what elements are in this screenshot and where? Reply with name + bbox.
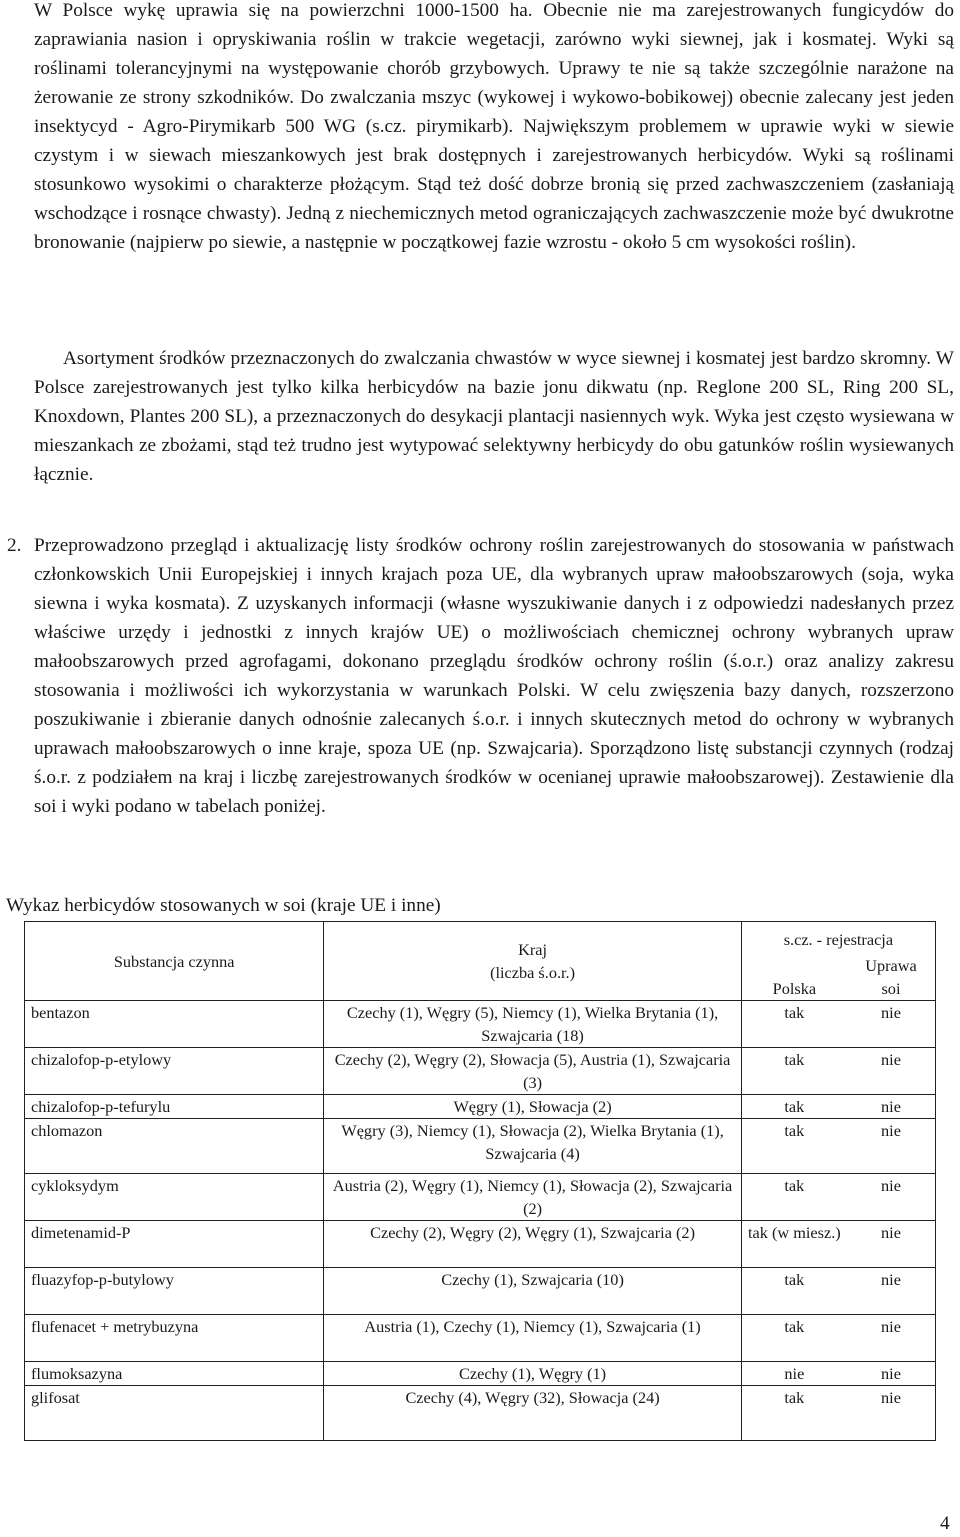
cell-countries: Czechy (1), Węgry (1): [324, 1362, 741, 1386]
cell-crop: nie: [847, 1119, 936, 1174]
paragraph-herbicide-assortment: [34, 344, 954, 489]
cell-crop: nie: [847, 1315, 936, 1362]
cell-countries: Węgry (1), Słowacja (2): [324, 1095, 741, 1119]
cell-countries: Węgry (3), Niemcy (1), Słowacja (2), Wielka Brytania (1), Szwajcaria (4): [324, 1119, 741, 1174]
cell-countries: Czechy (4), Węgry (32), Słowacja (24): [324, 1386, 741, 1441]
cell-poland: tak: [741, 1268, 847, 1315]
cell-poland: nie: [741, 1362, 847, 1386]
cell-crop: nie: [847, 1095, 936, 1119]
cell-countries: Czechy (1), Węgry (5), Niemcy (1), Wielka Brytania (1), Szwajcaria (18): [324, 1001, 741, 1048]
cell-poland: tak (w miesz.): [741, 1221, 847, 1268]
header-substance: Substancja czynna: [25, 922, 324, 1001]
header-crop: [847, 954, 936, 1001]
cell-poland: tak: [741, 1174, 847, 1221]
section-number: 2.: [7, 535, 22, 556]
cell-substance: bentazon: [25, 1001, 324, 1048]
paragraph-wyka-cultivation: [34, 0, 954, 257]
herbicide-table: [24, 921, 936, 1441]
paragraph-text: W Polsce wykę uprawia się na powierzchni 1000-1500 ha. Obecnie nie ma zarejestrowanych fungicydów do zaprawiania nasion i opryskiwania roślin w trakcie wegetacji, zarówno wyki siewnej, jak i kosmatej. Wyki są roślinami tolerancyjnymi na występowanie chorób grzybowych. Uprawy te nie są także szczególnie narażone na żerowanie ze strony szkodników. Do zwalczania mszyc (wykowej i wykowo-bobikowej) obecnie zalecany jest jeden insektycyd - Agro-Pirymikarb 500 WG (s.cz. pirymikarb). Największym problemem w uprawie wyki w siewie czystym i w siewach mieszankowych jest brak dostępnych i zarejestrowanych herbicydów. Wyki są roślinami stosunkowo wysokimi o charakterze płożącym. Stąd też dość dobrze bronią się przed zachwaszczeniem (zasłaniają wschodzące i rosnące chwasty). Jedną z niechemicznych metod ograniczających zachwaszczenie może być dwukrotne bronowanie (najpierw po siewie, a następnie w początkowej fazie wzrostu - około 5 cm wysokości roślin).: [34, 0, 954, 253]
cell-substance: chizalofop-p-tefurylu: [25, 1095, 324, 1119]
cell-substance: fluazyfop-p-butylowy: [25, 1268, 324, 1315]
cell-poland: tak: [741, 1048, 847, 1095]
page-number: 4: [940, 1513, 950, 1534]
cell-crop: nie: [847, 1001, 936, 1048]
table-row: [25, 1048, 936, 1095]
paragraph-text: Asortyment środków przeznaczonych do zwalczania chwastów w wyce siewnej i kosmatej jest bardzo skromny. W Polsce zarejestrowanych jest tylko kilka herbicydów na bazie jonu dikwatu (np. Reglone 200 SL, Ring 200 SL, Knoxdown, Plantes 200 SL), a przeznaczonych do desykacji plantacji nasiennych wyk. Wyka jest często wysiewana w mieszankach ze zbożami, stąd też trudno jest wytypować selektywny herbicydy do obu gatunków roślin wysiewanych łącznie.: [34, 348, 954, 485]
cell-substance: flumoksazyna: [25, 1362, 324, 1386]
cell-poland: tak: [741, 1315, 847, 1362]
cell-crop: nie: [847, 1268, 936, 1315]
cell-poland: tak: [741, 1095, 847, 1119]
table-row: [25, 1362, 936, 1386]
table-row: [25, 1119, 936, 1174]
cell-substance: glifosat: [25, 1386, 324, 1441]
cell-crop: nie: [847, 1362, 936, 1386]
header-country-line2: (liczba ś.o.r.): [490, 963, 576, 982]
table-title: Wykaz herbicydów stosowanych w soi (kraje UE i inne): [6, 895, 441, 916]
cell-poland: tak: [741, 1386, 847, 1441]
header-poland: Polska: [741, 954, 847, 1001]
cell-substance: dimetenamid-P: [25, 1221, 324, 1268]
cell-crop: nie: [847, 1386, 936, 1441]
cell-poland: tak: [741, 1119, 847, 1174]
header-registration: s.cz. - rejestracja: [741, 922, 935, 955]
paragraph-section-2: [34, 531, 954, 821]
cell-crop: nie: [847, 1174, 936, 1221]
cell-poland: tak: [741, 1001, 847, 1048]
header-crop-line1: Uprawa: [865, 956, 917, 975]
header-crop-line2: soi: [881, 979, 901, 998]
cell-countries: Austria (2), Węgry (1), Niemcy (1), Słowacja (2), Szwajcaria (2): [324, 1174, 741, 1221]
table-row: [25, 1095, 936, 1119]
cell-crop: nie: [847, 1048, 936, 1095]
cell-countries: Czechy (1), Szwajcaria (10): [324, 1268, 741, 1315]
paragraph-text: Przeprowadzono przegląd i aktualizację listy środków ochrony roślin zarejestrowanych do stosowania w państwach członkowskich Unii Europejskiej i innych krajach poza UE, dla wybranych upraw małoobszarowych (soja, wyka siewna i wyka kosmata). Z uzyskanych informacji (własne wyszukiwanie danych i z odpowiedzi nadesłanych przez właściwe urzędy i jednostki z innych krajów UE) o możliwościach chemicznej ochrony wybranych upraw małoobszarowych przed agrofagami, dokonano przeglądu środków ochrony roślin (ś.o.r.) oraz analizy zakresu stosowania i możliwości ich wykorzystania w warunkach Polski. W celu zwięszenia bazy danych, rozszerzono poszukiwanie i zbieranie danych odnośnie zalecanych ś.o.r. i innych skutecznych metod do ochrony w wybranych uprawach małoobszarowych o inne kraje, spoza UE (np. Szwajcaria). Sporządzono listę substancji czynnych (rodzaj ś.o.r. z podziałem na kraj i liczbę zarejestrowanych środków w ocenianej uprawie małoobszarowej). Zestawienie dla soi i wyki podano w tabelach poniżej.: [34, 535, 954, 817]
cell-crop: nie: [847, 1221, 936, 1268]
cell-substance: chizalofop-p-etylowy: [25, 1048, 324, 1095]
table-row: [25, 1174, 936, 1221]
cell-substance: chlomazon: [25, 1119, 324, 1174]
cell-countries: Austria (1), Czechy (1), Niemcy (1), Szwajcaria (1): [324, 1315, 741, 1362]
table-row: [25, 1386, 936, 1441]
table-header-row: [25, 922, 936, 955]
table-row: [25, 1315, 936, 1362]
header-country: [324, 922, 741, 1001]
cell-countries: Czechy (2), Węgry (2), Słowacja (5), Austria (1), Szwajcaria (3): [324, 1048, 741, 1095]
table-row: [25, 1268, 936, 1315]
cell-countries: Czechy (2), Węgry (2), Węgry (1), Szwajcaria (2): [324, 1221, 741, 1268]
header-country-line1: Kraj: [518, 940, 548, 959]
table-row: [25, 1001, 936, 1048]
cell-substance: cykloksydym: [25, 1174, 324, 1221]
cell-substance: flufenacet + metrybuzyna: [25, 1315, 324, 1362]
table-row: [25, 1221, 936, 1268]
